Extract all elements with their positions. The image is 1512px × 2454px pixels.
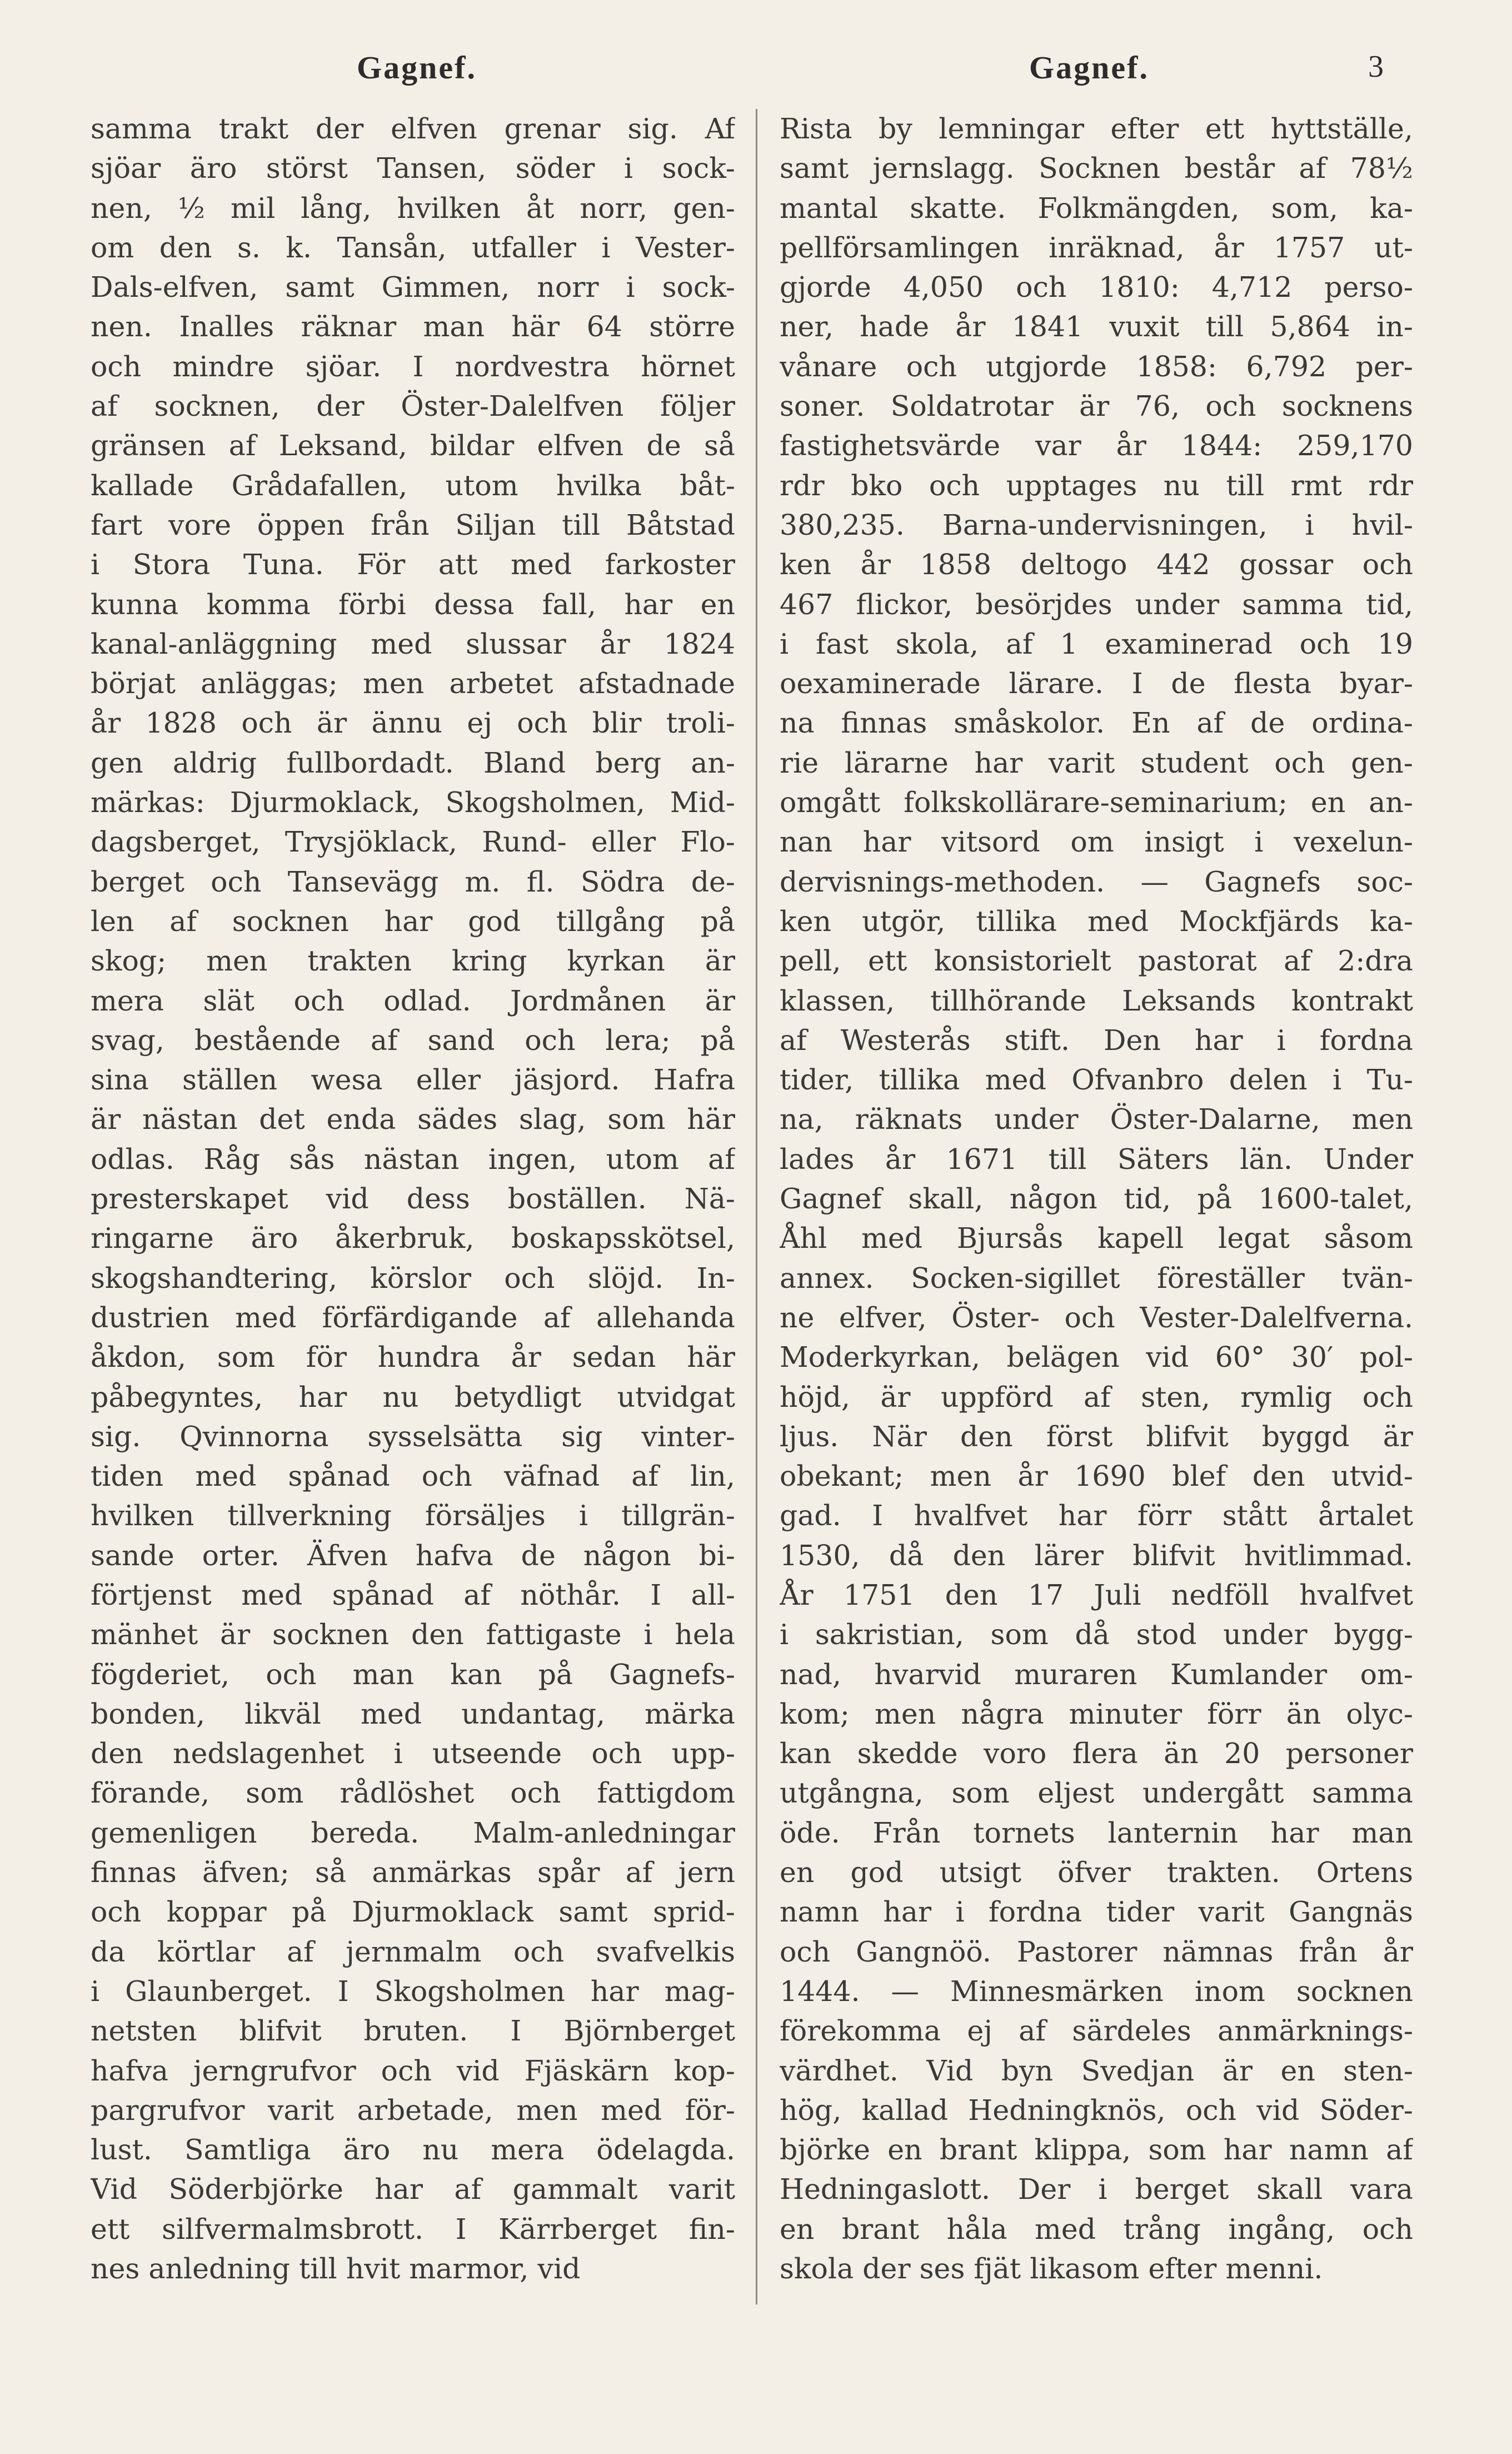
- text-line: kan skedde voro flera än 20 personer: [780, 1737, 1413, 1770]
- text-line: År 1751 den 17 Juli nedföll hvalfvet: [780, 1578, 1413, 1611]
- text-line: oexaminerade lärare. I de flesta byar-: [780, 667, 1413, 700]
- text-line: hafva jerngrufvor och vid Fjäskärn kop-: [91, 2054, 735, 2087]
- text-line: lades år 1671 till Säters län. Under: [780, 1142, 1413, 1176]
- text-line: om den s. k. Tansån, utfaller i Vester-: [91, 231, 735, 264]
- text-line: sina ställen wesa eller jäsjord. Hafra: [91, 1063, 735, 1097]
- text-line: den nedslagenhet i utseende och upp-: [91, 1737, 735, 1770]
- text-line: mänhet är socknen den fattigaste i hela: [91, 1618, 735, 1651]
- text-line: Rista by lemningar efter ett hyttställe,: [780, 112, 1413, 145]
- text-line: ner, hade år 1841 vuxit till 5,864 in-: [780, 310, 1413, 344]
- text-line: förekomma ej af särdeles anmärknings-: [780, 2014, 1413, 2048]
- text-line: kunna komma förbi dessa fall, har en: [91, 588, 735, 621]
- text-line: rie lärarne har varit student och gen-: [780, 746, 1413, 779]
- text-line: öde. Från tornets lanternin har man: [780, 1816, 1413, 1849]
- column-divider: [756, 109, 757, 2304]
- text-line: Vid Söderbjörke har af gammalt varit: [91, 2173, 735, 2206]
- text-line: är nästan det enda sädes slag, som här: [91, 1103, 735, 1136]
- text-line: pellförsamlingen inräknad, år 1757 ut-: [780, 231, 1413, 264]
- text-line: gad. I hvalfvet har förr stått årtalet: [780, 1499, 1413, 1532]
- text-line: och mindre sjöar. I nordvestra hörnet: [91, 350, 735, 383]
- text-line: svag, bestående af sand och lera; på: [91, 1023, 735, 1057]
- text-line: förande, som rådlöshet och fattigdom: [91, 1776, 735, 1810]
- text-line: len af socknen har god tillgång på: [91, 904, 735, 938]
- text-line: skog; men trakten kring kyrkan är: [91, 944, 735, 978]
- text-line: ringarne äro åkerbruk, boskapsskötsel,: [91, 1222, 735, 1255]
- text-line: netsten blifvit bruten. I Björnberget: [91, 2014, 735, 2048]
- text-line: märkas: Djurmoklack, Skogsholmen, Mid-: [91, 786, 735, 819]
- text-line: nad, hvarvid muraren Kumlander om-: [780, 1657, 1413, 1691]
- text-line: ne elfver, Öster- och Vester-Dalelfverna.: [780, 1301, 1413, 1334]
- text-line: dagsberget, Trysjöklack, Rund- eller Flo-: [91, 825, 735, 859]
- text-line: obekant; men år 1690 blef den utvid-: [780, 1460, 1413, 1493]
- text-line: hvilken tillverkning försäljes i tillgrän-: [91, 1499, 735, 1532]
- text-line: nen, ½ mil lång, hvilken åt norr, gen-: [91, 191, 735, 225]
- text-column-right: [780, 109, 1413, 2288]
- text-line: skola der ses fjät likasom efter menni.: [780, 2252, 1323, 2286]
- text-line: mera slät och odlad. Jordmånen är: [91, 984, 735, 1017]
- text-line: odlas. Råg sås nästan ingen, utom af: [91, 1142, 735, 1176]
- text-line: af socknen, der Öster-Dalelfven följer: [91, 390, 735, 423]
- running-header-right: Gagnef.: [1029, 49, 1149, 86]
- text-line: omgått folkskollärare-seminarium; en an-: [780, 786, 1413, 819]
- page-number: 3: [1368, 49, 1384, 84]
- text-line: na, räknats under Öster-Dalarne, men: [780, 1103, 1413, 1136]
- text-line: Moderkyrkan, belägen vid 60° 30′ pol-: [780, 1341, 1413, 1374]
- text-line: namn har i fordna tider varit Gangnäs: [780, 1895, 1413, 1929]
- text-line: börjat anläggas; men arbetet afstadnade: [91, 667, 735, 700]
- text-line: ett silfvermalmsbrott. I Kärrberget fin-: [91, 2212, 735, 2246]
- text-line: fastighetsvärde var år 1844: 259,170: [780, 429, 1413, 462]
- text-line: samma trakt der elfven grenar sig. Af: [91, 112, 735, 145]
- text-line: tiden med spånad och väfnad af lin,: [91, 1460, 735, 1493]
- text-line: pargrufvor varit arbetade, men med för-: [91, 2093, 735, 2127]
- text-line: en brant håla med trång ingång, och: [780, 2212, 1413, 2246]
- text-line: Hedningaslott. Der i berget skall vara: [780, 2173, 1413, 2206]
- text-line: gemenligen bereda. Malm-anledningar: [91, 1816, 735, 1849]
- text-line: bonden, likväl med undantag, märka: [91, 1697, 735, 1730]
- text-line: år 1828 och är ännu ej och blir troli-: [91, 706, 735, 740]
- text-line: da körtlar af jernmalm och svafvelkis: [91, 1935, 735, 1968]
- text-line: Dals-elfven, samt Gimmen, norr i sock-: [91, 271, 735, 304]
- text-line: samt jernslagg. Socknen består af 78½: [780, 152, 1413, 185]
- text-line: ken utgör, tillika med Mockfjärds ka-: [780, 904, 1413, 938]
- text-line: vånare och utgjorde 1858: 6,792 per-: [780, 350, 1413, 383]
- text-line: pell, ett konsistorielt pastorat af 2:dra: [780, 944, 1413, 978]
- text-column-left: [91, 109, 735, 2288]
- text-line: nan har vitsord om insigt i vexelun-: [780, 825, 1413, 859]
- text-line: nes anledning till hvit marmor, vid: [91, 2252, 581, 2286]
- text-line: påbegyntes, har nu betydligt utvidgat: [91, 1380, 735, 1413]
- text-line: åkdon, som för hundra år sedan här: [91, 1341, 735, 1374]
- text-line: i Glaunberget. I Skogsholmen har mag-: [91, 1974, 735, 2008]
- text-line: 1444. — Minnesmärken inom socknen: [780, 1974, 1413, 2008]
- text-line: i fast skola, af 1 examinerad och 19: [780, 627, 1413, 660]
- text-line: 467 flickor, besörjdes under samma tid,: [780, 588, 1413, 621]
- text-line: i sakristian, som då stod under bygg-: [780, 1618, 1413, 1651]
- text-line: sande orter. Äfven hafva de någon bi-: [91, 1539, 735, 1572]
- text-line: ljus. När den först blifvit byggd är: [780, 1420, 1413, 1453]
- text-line: finnas äfven; så anmärkas spår af jern: [91, 1856, 735, 1889]
- text-line: gränsen af Leksand, bildar elfven de så: [91, 429, 735, 462]
- text-line: fögderiet, och man kan på Gagnefs-: [91, 1657, 735, 1691]
- text-line: soner. Soldatrotar är 76, och socknens: [780, 390, 1413, 423]
- text-line: kom; men några minuter förr än olyc-: [780, 1697, 1413, 1730]
- text-line: och Gangnöö. Pastorer nämnas från år: [780, 1935, 1413, 1968]
- text-line: mantal skatte. Folkmängden, som, ka-: [780, 191, 1413, 225]
- text-line: dustrien med förfärdigande af allehanda: [91, 1301, 735, 1334]
- text-line: af Westerås stift. Den har i fordna: [780, 1023, 1413, 1057]
- text-line: gjorde 4,050 och 1810: 4,712 perso-: [780, 271, 1413, 304]
- text-line: värdhet. Vid byn Svedjan är en sten-: [780, 2054, 1413, 2087]
- text-line: kanal-anläggning med slussar år 1824: [91, 627, 735, 660]
- text-line: förtjenst med spånad af nöthår. I all-: [91, 1578, 735, 1611]
- text-line: rdr bko och upptages nu till rmt rdr: [780, 469, 1413, 502]
- text-line: fart vore öppen från Siljan till Båtstad: [91, 508, 735, 541]
- text-line: höjd, är uppförd af sten, rymlig och: [780, 1380, 1413, 1413]
- text-line: annex. Socken-sigillet föreställer tvän-: [780, 1261, 1413, 1295]
- text-line: hög, kallad Hedningknös, och vid Söder-: [780, 2093, 1413, 2127]
- text-line: klassen, tillhörande Leksands kontrakt: [780, 984, 1413, 1017]
- text-line: nen. Inalles räknar man här 64 större: [91, 310, 735, 344]
- text-line: utgångna, som eljest undergått samma: [780, 1776, 1413, 1810]
- text-line: björke en brant klippa, som har namn af: [780, 2133, 1413, 2167]
- text-line: 1530, då den lärer blifvit hvitlimmad.: [780, 1539, 1413, 1572]
- text-line: presterskapet vid dess boställen. Nä-: [91, 1182, 735, 1216]
- running-header-left: Gagnef.: [357, 49, 477, 86]
- text-line: i Stora Tuna. För att med farkoster: [91, 548, 735, 581]
- text-line: tider, tillika med Ofvanbro delen i Tu-: [780, 1063, 1413, 1097]
- text-line: dervisnings-methoden. — Gagnefs soc-: [780, 865, 1413, 898]
- text-line: na finnas småskolor. En af de ordina-: [780, 706, 1413, 740]
- text-line: en god utsigt öfver trakten. Ortens: [780, 1856, 1413, 1889]
- text-line: sig. Qvinnorna sysselsätta sig vinter-: [91, 1420, 735, 1453]
- text-line: Gagnef skall, någon tid, på 1600-talet,: [780, 1182, 1413, 1216]
- text-line: och koppar på Djurmoklack samt sprid-: [91, 1895, 735, 1929]
- text-line: ken år 1858 deltogo 442 gossar och: [780, 548, 1413, 581]
- text-line: sjöar äro störst Tansen, söder i sock-: [91, 152, 735, 185]
- text-line: 380,235. Barna-undervisningen, i hvil-: [780, 508, 1413, 541]
- text-line: berget och Tansevägg m. fl. Södra de-: [91, 865, 735, 898]
- text-line: lust. Samtliga äro nu mera ödelagda.: [91, 2133, 735, 2167]
- text-line: gen aldrig fullbordadt. Bland berg an-: [91, 746, 735, 779]
- text-line: Åhl med Bjursås kapell legat såsom: [780, 1222, 1413, 1255]
- text-line: skogshandtering, körslor och slöjd. In-: [91, 1261, 735, 1295]
- text-line: kallade Grådafallen, utom hvilka båt-: [91, 469, 735, 502]
